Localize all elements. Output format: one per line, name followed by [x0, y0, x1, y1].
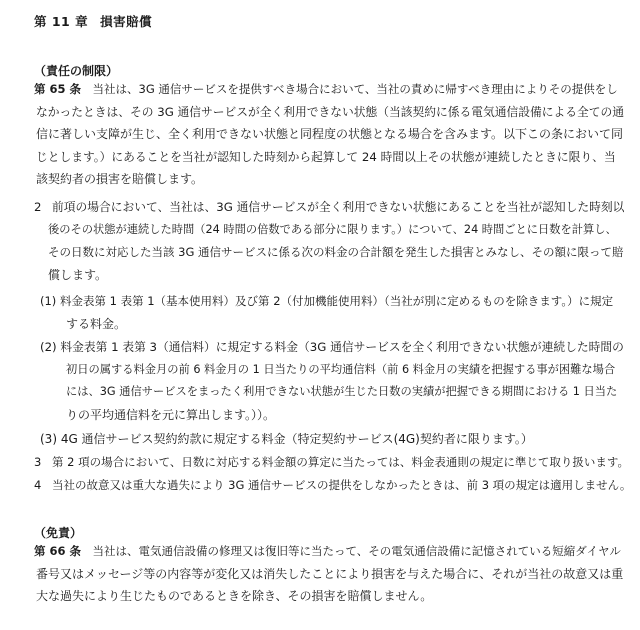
article-65-item-3	[40, 428, 624, 451]
article-65-para-3	[34, 451, 634, 474]
text-line: する料金。	[66, 316, 127, 331]
paragraph-number: 3	[34, 455, 42, 469]
article-66-para-1	[34, 540, 624, 608]
article-65-item-1	[40, 290, 624, 335]
text-line: 該契約者の損害を賠償します。	[36, 172, 204, 186]
text-line: 番号又はメッセージ等の内容等が変化又は消失したことにより損害を与えた場合に、それが当社の故意又は重	[36, 566, 624, 581]
chapter-number: 第 11 章	[34, 14, 89, 29]
section-heading-liability: （責任の制限）	[34, 64, 119, 78]
article-65-para-4	[34, 474, 634, 497]
article-number: 第 65 条	[34, 82, 82, 96]
paragraph-number: 2	[34, 200, 42, 214]
text-line: (3) 4G 通信サービス契約約款に規定する料金（特定契約サービス(4G)契約者に限ります。）	[40, 432, 533, 446]
text-line: その日数に対応した当該 3G 通信サービスに係る次の料金の合計額を発生した損害とみなし、その額に限って賠	[48, 245, 624, 259]
article-66-line-1: 第 66 条 当社は、電気通信設備の修理又は復旧等に当たって、その電気通信設備に記憶されている短縮ダイヤル	[34, 544, 621, 558]
text-line: 大な過失により生じたものであるときを除き、その損害を賠償しません。	[36, 589, 433, 603]
chapter-name: 損害賠償	[100, 14, 153, 29]
article-65-line-1: 第 65 条 当社は、3G 通信サービスを提供すべき場合において、当社の責めに帰すべき理由によりその提供をし	[34, 82, 618, 96]
article-65-para-2	[34, 196, 624, 286]
text-line: じとします。）にあることを当社が認知した時刻から起算して 24 時間以上その状態が連続したときに限り、当	[36, 149, 616, 164]
text-line: には、3G 通信サービスをまったく利用できない状態が生じた日数の実績が把握できる期間における 1 日当た	[66, 385, 618, 398]
text-line: 2 前項の場合において、当社は、3G 通信サービスが全く利用できない状態にあることを当社が認知した時刻以	[34, 196, 624, 219]
text-line: 3 第 2 項の場合において、日数に対応する料金額の算定に当たっては、料金表通則の規定に準じて取り扱います。	[34, 451, 634, 474]
section-heading-exemption: （免責）	[34, 526, 83, 540]
text-line: 初日の属する料金月の前 6 料金月の 1 日当たりの平均通信料（前 6 料金月の実績を把握する事が困難な場合	[66, 362, 616, 376]
article-number: 第 66 条	[34, 544, 82, 558]
article-65-para-1	[34, 78, 624, 191]
text-line: りの平均通信料を元に算出します。））。	[66, 407, 276, 422]
text-line: 信に著しい支障が生じ、全く利用できない状態と同程度の状態となる場合を含みます。以下この条において同	[36, 127, 624, 141]
text-line: (1) 料金表第 1 表第 1（基本使用料）及び第 2（付加機能使用料）（当社が別に定めるものを除きます。）に規定	[40, 294, 614, 308]
article-65-item-2	[40, 336, 624, 426]
text-line: (2) 料金表第 1 表第 3（通信料）に規定する料金（3G 通信サービスを全く利用できない状態が連続した時間の	[40, 340, 624, 354]
text-line: 後のその状態が連続した時間（24 時間の倍数である部分に限ります。）について、24 時間ごとに日数を計算し、	[48, 222, 617, 236]
text-line: 4 当社の故意又は重大な過失により 3G 通信サービスの提供をしなかったときは、前 3 項の規定は適用しません。	[34, 474, 634, 497]
text-line: 償します。	[48, 267, 108, 282]
paragraph-number: 4	[34, 478, 42, 492]
chapter-title	[34, 12, 152, 30]
text-line: なかったときは、その 3G 通信サービスが全く利用できない状態（当該契約に係る電気通信設備による全ての通	[36, 104, 624, 119]
